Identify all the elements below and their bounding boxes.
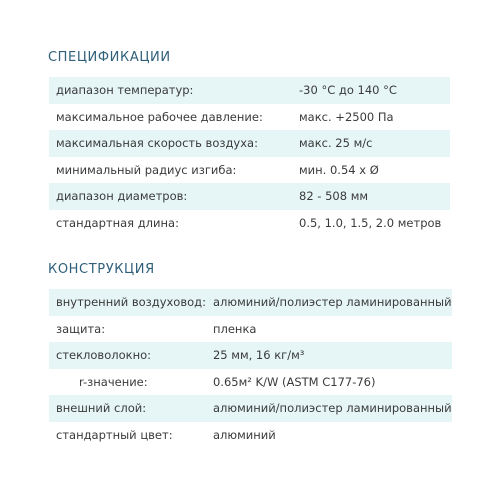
specifications-table bbox=[49, 77, 450, 236]
spec-label: диапазон диаметров: bbox=[49, 183, 292, 210]
construction-label: стандартный цвет: bbox=[49, 422, 206, 449]
spec-row-length bbox=[49, 210, 450, 237]
spec-value: макс. +2500 Па bbox=[292, 104, 450, 131]
spec-row-air-speed bbox=[49, 130, 450, 157]
construction-table bbox=[49, 289, 452, 448]
spec-row-temperature bbox=[49, 77, 450, 104]
construction-row-standard-color bbox=[49, 422, 452, 449]
spec-label: диапазон температур: bbox=[49, 77, 292, 104]
construction-label: внешний слой: bbox=[49, 395, 206, 422]
spec-value: -30 °C до 140 °C bbox=[292, 77, 450, 104]
construction-label: внутренний воздуховод: bbox=[49, 289, 206, 316]
spec-label: минимальный радиус изгиба: bbox=[49, 157, 292, 184]
construction-row-outer-layer bbox=[49, 395, 452, 422]
specifications-title: СПЕЦИФИКАЦИИ bbox=[48, 50, 171, 65]
spec-label: максимальное рабочее давление: bbox=[49, 104, 292, 131]
spec-value: 82 - 508 мм bbox=[292, 183, 450, 210]
spec-row-bend-radius bbox=[49, 157, 450, 184]
spec-value: макс. 25 м/с bbox=[292, 130, 450, 157]
construction-label: r-значение: bbox=[49, 369, 206, 396]
spec-label: максимальная скорость воздуха: bbox=[49, 130, 292, 157]
construction-row-fiberglass bbox=[49, 342, 452, 369]
construction-label: защита: bbox=[49, 316, 206, 343]
construction-value: пленка bbox=[206, 316, 452, 343]
construction-label: стекловолокно: bbox=[49, 342, 206, 369]
construction-row-inner-duct bbox=[49, 289, 452, 316]
spec-label: стандартная длина: bbox=[49, 210, 292, 237]
spec-row-diameters bbox=[49, 183, 450, 210]
construction-row-r-value bbox=[49, 369, 452, 396]
construction-value: 0.65м² K/W (ASTM C177-76) bbox=[206, 369, 452, 396]
construction-row-protection bbox=[49, 316, 452, 343]
spec-value: мин. 0.54 x Ø bbox=[292, 157, 450, 184]
construction-value: алюминий bbox=[206, 422, 452, 449]
construction-value: алюминий/полиэстер ламинированный bbox=[206, 289, 452, 316]
spec-row-pressure bbox=[49, 104, 450, 131]
spec-value: 0.5, 1.0, 1.5, 2.0 метров bbox=[292, 210, 450, 237]
construction-value: 25 мм, 16 кг/м³ bbox=[206, 342, 452, 369]
construction-value: алюминий/полиэстер ламинированный bbox=[206, 395, 452, 422]
construction-title: КОНСТРУКЦИЯ bbox=[48, 262, 155, 277]
